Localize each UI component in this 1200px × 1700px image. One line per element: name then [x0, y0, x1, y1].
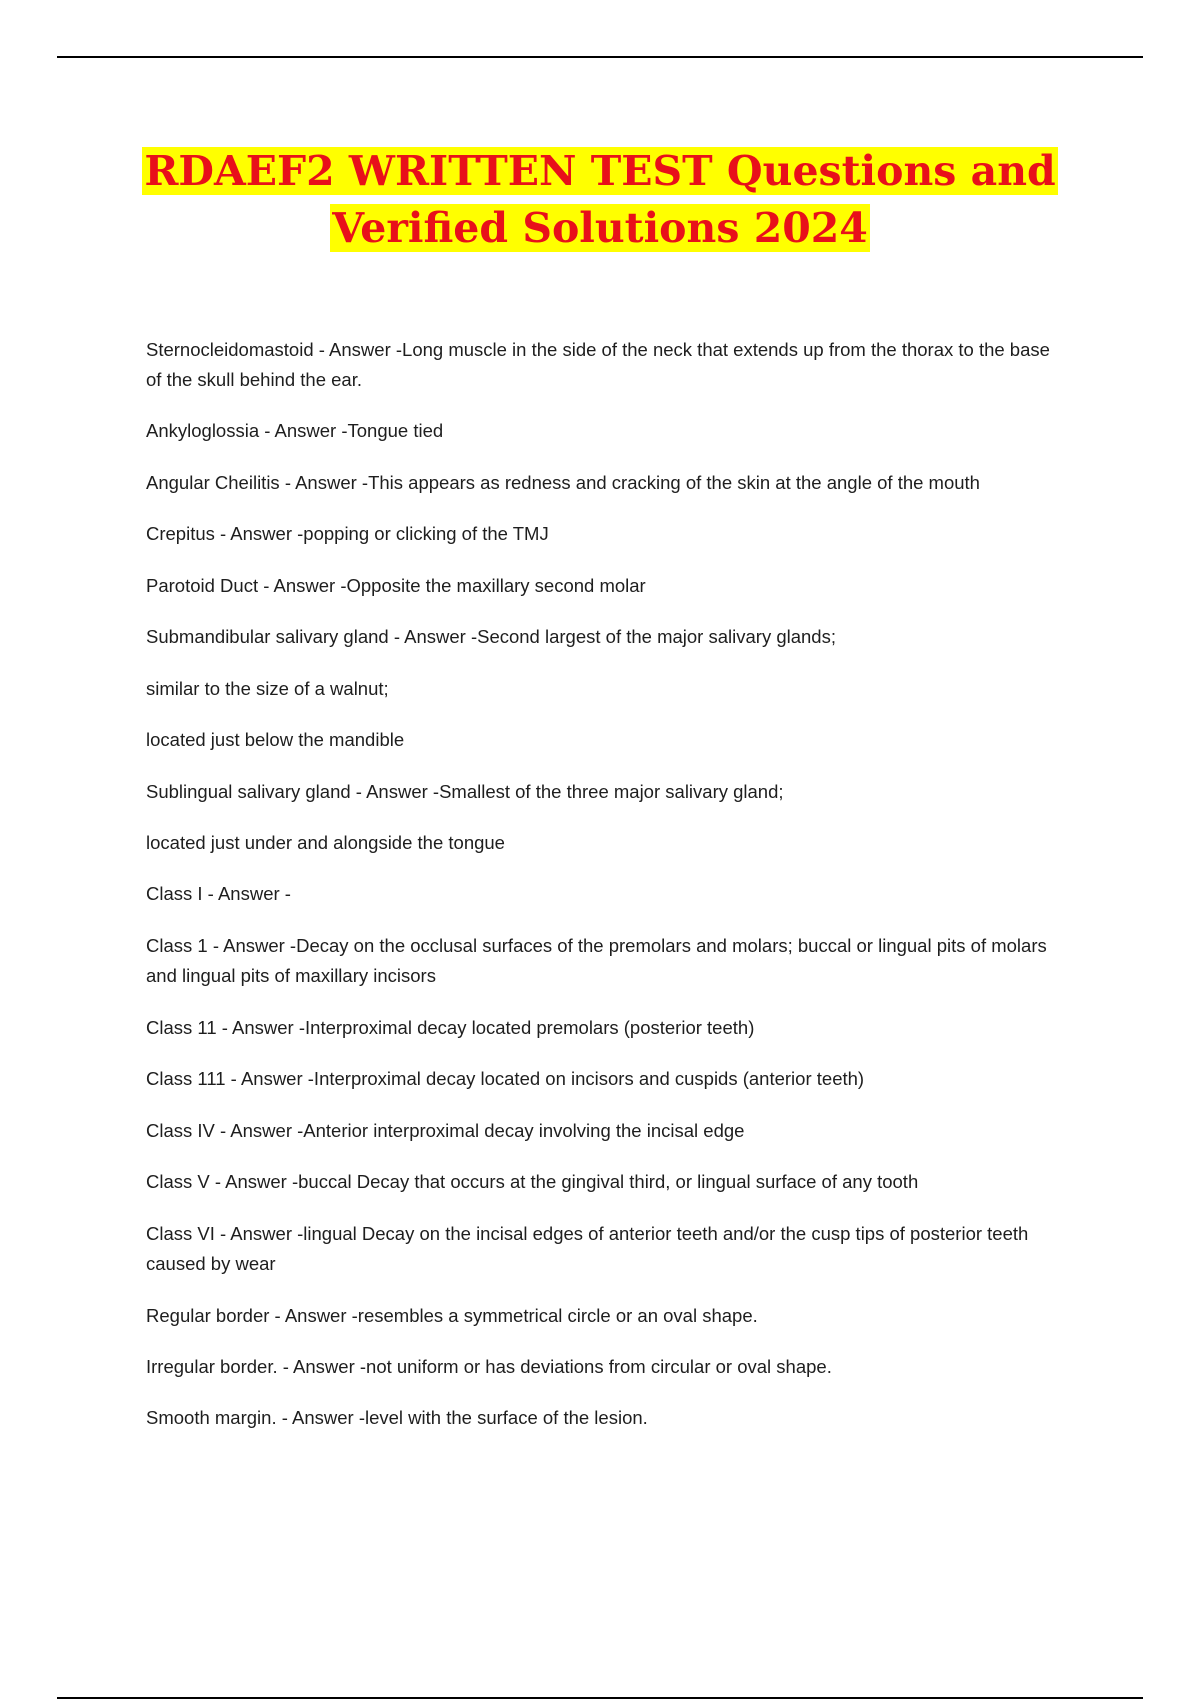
top-rule — [57, 56, 1143, 58]
qa-item: Irregular border. - Answer -not uniform or has deviations from circular or oval shape. — [146, 1356, 832, 1377]
qa-item: Crepitus - Answer -popping or clicking of the TMJ — [146, 523, 549, 544]
document-title — [0, 143, 1200, 257]
title-line-2: Verified Solutions 2024 — [332, 204, 868, 252]
qa-item: Class V - Answer -buccal Decay that occurs at the gingival third, or lingual surface of any tooth — [146, 1171, 919, 1192]
qa-item: Class VI - Answer -lingual Decay on the incisal edges of anterior teeth and/or the cusp tips of posterior teeth caused by wear — [146, 1223, 1029, 1274]
qa-item: Sternocleidomastoid - Answer -Long muscle in the side of the neck that extends up from the thorax to the base of the skull behind the ear. — [146, 339, 1050, 390]
title-line-1: RDAEF2 WRITTEN TEST Questions and — [144, 147, 1056, 195]
qa-item: located just under and alongside the tongue — [146, 832, 505, 853]
bottom-rule — [57, 1697, 1143, 1699]
qa-item: Class IV - Answer -Anterior interproximal decay involving the incisal edge — [146, 1120, 745, 1141]
qa-item: Sublingual salivary gland - Answer -Smallest of the three major salivary gland; — [146, 781, 784, 802]
qa-item: Angular Cheilitis - Answer -This appears as redness and cracking of the skin at the angle of the mouth — [146, 472, 980, 493]
qa-item: Ankyloglossia - Answer -Tongue tied — [146, 420, 444, 441]
qa-item: Class 1 - Answer -Decay on the occlusal surfaces of the premolars and molars; buccal or lingual pits of molars and lingual pits of maxillary incisors — [146, 935, 1047, 986]
qa-item: Submandibular salivary gland - Answer -Second largest of the major salivary glands; — [146, 626, 836, 647]
qa-item: Class I - Answer - — [146, 883, 291, 904]
qa-item: Regular border - Answer -resembles a symmetrical circle or an oval shape. — [146, 1305, 758, 1326]
qa-item: located just below the mandible — [146, 729, 405, 750]
qa-item: similar to the size of a walnut; — [146, 678, 389, 699]
qa-item: Class 111 - Answer -Interproximal decay located on incisors and cuspids (anterior teeth) — [146, 1068, 865, 1089]
qa-item: Parotoid Duct - Answer -Opposite the maxillary second molar — [146, 575, 646, 596]
qa-item: Class 11 - Answer -Interproximal decay located premolars (posterior teeth) — [146, 1017, 755, 1038]
qa-item: Smooth margin. - Answer -level with the surface of the lesion. — [146, 1407, 648, 1428]
